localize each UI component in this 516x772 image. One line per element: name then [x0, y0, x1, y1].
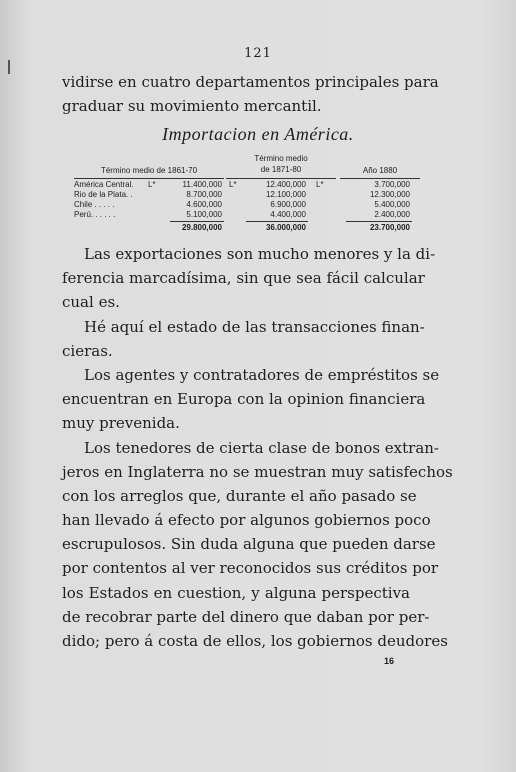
text-line: Las exportaciones son mucho menores y la di-	[84, 245, 436, 263]
text-line: jeros en Inglaterra no se muestran muy satisfechos	[62, 462, 453, 481]
sum-rule	[346, 221, 412, 222]
text-line: cual es.	[62, 293, 120, 312]
value-cell: 5.400,000	[374, 200, 410, 209]
currency-mark	[316, 180, 324, 190]
row-label: América Central.	[74, 180, 134, 189]
total-1871-80	[246, 223, 306, 233]
text-line: graduar su movimiento mercantil.	[62, 97, 322, 116]
value-cell: 2.400,000	[374, 210, 410, 219]
text-line: cieras.	[62, 341, 113, 360]
text-line: dido; pero á costa de ellos, los gobiernos deudores	[62, 632, 448, 650]
row-label: Rio de la Plata. .	[74, 190, 133, 199]
value-cell: 12.300,000	[369, 190, 410, 199]
col-1880	[346, 180, 410, 220]
currency-mark	[229, 180, 237, 190]
value-cell: 12.400,000	[265, 180, 306, 189]
text-line: Los tenedores de cierta clase de bonos extran-	[84, 438, 440, 457]
text-line: escrupulosos. Sin duda alguna que pueden darse	[62, 535, 436, 554]
value-cell: 4.600,000	[186, 200, 222, 209]
header-col-1861-70: Término medio de 1861-70	[100, 166, 198, 175]
text-line: vidirse en cuatro departamentos principales para	[62, 73, 439, 91]
text-line: de recobrar parte del dinero que daban por per-	[62, 607, 430, 626]
row-label: Chile . . . . .	[74, 200, 115, 209]
sum-rule	[170, 221, 224, 222]
row-label: Perú. . . . . .	[74, 210, 116, 219]
total-value: 36.000,000	[265, 223, 306, 232]
total-value: 23.700,000	[369, 223, 410, 232]
intro-paragraph	[62, 70, 439, 118]
signature-mark: 16	[384, 656, 395, 666]
currency-symbol: L*	[148, 180, 156, 189]
value-cell: 5.100,000	[186, 210, 222, 219]
text-line: Los agentes y contratadores de empréstitos se	[84, 365, 440, 384]
binding-mark	[8, 60, 10, 74]
currency-symbol: L*	[316, 180, 324, 189]
total-1861-70	[158, 223, 222, 233]
total-value: 29.800,000	[181, 223, 222, 232]
text-line: los Estados en cuestion, y alguna perspectiva	[62, 583, 410, 602]
header-rule	[226, 178, 336, 179]
text-line: con los arreglos que, durante el año pasado se	[62, 486, 417, 505]
header-col-1880: Año 1880	[362, 166, 398, 175]
value-cell: 6.900,000	[270, 200, 306, 209]
sum-rule	[246, 221, 308, 222]
header-col-1871-80-top: Término medio	[254, 154, 308, 163]
header-col-1871-80-bottom: de 1871-80	[260, 165, 302, 174]
value-cell: 12.100,000	[265, 190, 306, 199]
value-cell: 11.400,000	[182, 180, 222, 189]
text-line: muy prevenida.	[62, 414, 180, 433]
header-rule	[74, 178, 224, 179]
text-line: encuentran en Europa con la opinion financiera	[62, 390, 426, 409]
currency-mark	[148, 180, 156, 190]
text-line: por contentos al ver reconocidos sus créditos por	[62, 559, 439, 578]
body-text	[62, 242, 453, 653]
page-number: 121	[244, 46, 272, 61]
section-title: Importacion en América.	[162, 124, 354, 144]
value-cell: 3.700,000	[374, 180, 410, 189]
col-1871-80	[246, 180, 306, 220]
text-line: Hé aquí el estado de las transacciones finan-	[84, 317, 425, 336]
total-1880	[346, 223, 410, 233]
col-1861-70	[158, 180, 222, 220]
row-labels	[74, 180, 154, 220]
header-rule	[340, 178, 420, 179]
text-line: han llevado á efecto por algunos gobiernos poco	[62, 511, 431, 530]
currency-symbol: L*	[229, 180, 237, 189]
value-cell: 8.700,000	[186, 190, 222, 199]
text-line: ferencia marcadísima, sin que sea fácil calcular	[62, 269, 425, 288]
value-cell: 4.400,000	[270, 210, 306, 219]
